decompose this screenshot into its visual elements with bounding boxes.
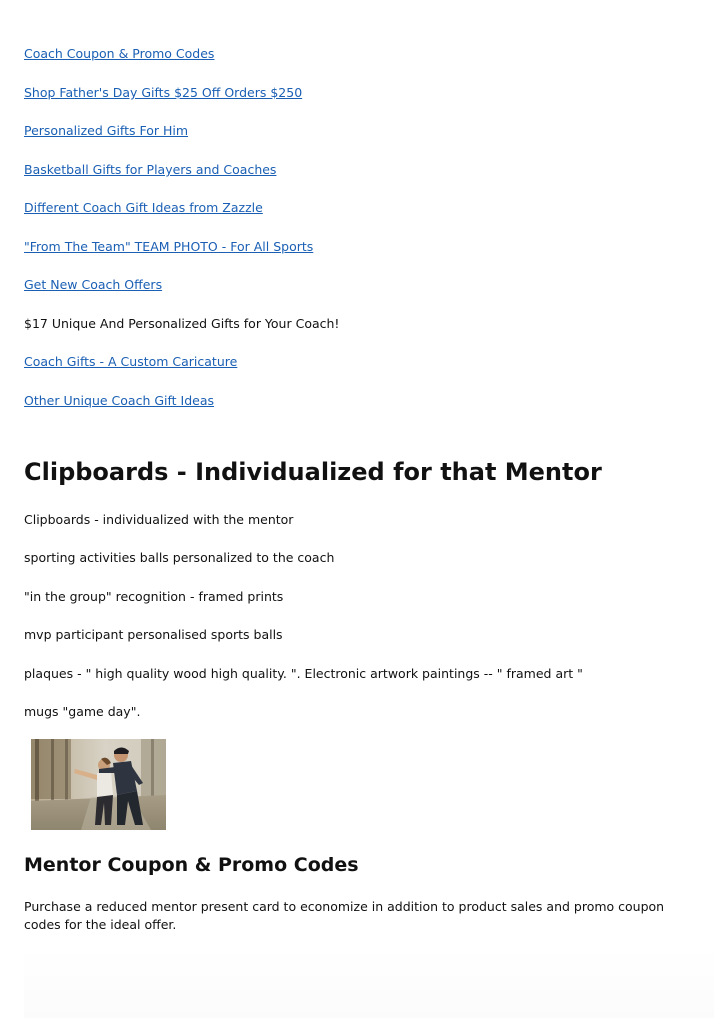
list-item: mvp participant personalised sports balls (24, 627, 283, 642)
link-custom-caricature[interactable]: Coach Gifts - A Custom Caricature (24, 354, 238, 369)
coaching-photo (31, 739, 166, 830)
link-fathers-day-gifts[interactable]: Shop Father's Day Gifts $25 Off Orders $250 (24, 85, 303, 100)
section-heading-mentor-coupons: Mentor Coupon & Promo Codes (24, 854, 359, 876)
list-item: mugs "game day". (24, 704, 141, 719)
list-item: "in the group" recognition - framed prints (24, 589, 284, 604)
link-basketball-gifts[interactable]: Basketball Gifts for Players and Coaches (24, 162, 277, 177)
page-bottom-area (24, 948, 714, 1018)
unique-gifts-line: $17 Unique And Personalized Gifts for Your Coach! (24, 316, 340, 331)
mentor-coupon-paragraph: Purchase a reduced mentor present card to economize in addition to product sales and promo coupon codes for the ideal offer. (24, 899, 665, 932)
link-coach-coupon[interactable]: Coach Coupon & Promo Codes (24, 46, 215, 61)
section-heading-clipboards: Clipboards - Individualized for that Mentor (24, 458, 602, 486)
link-new-coach-offers[interactable]: Get New Coach Offers (24, 277, 163, 292)
list-item: sporting activities balls personalized to the coach (24, 550, 335, 565)
link-other-gift-ideas[interactable]: Other Unique Coach Gift Ideas (24, 393, 215, 408)
link-team-photo[interactable]: "From The Team" TEAM PHOTO - For All Sports (24, 239, 314, 254)
link-personalized-gifts[interactable]: Personalized Gifts For Him (24, 123, 189, 138)
link-zazzle-ideas[interactable]: Different Coach Gift Ideas from Zazzle (24, 200, 263, 215)
list-item: plaques - " high quality wood high quality. ". Electronic artwork paintings -- " framed art " (24, 666, 583, 681)
list-item: Clipboards - individualized with the mentor (24, 512, 294, 527)
